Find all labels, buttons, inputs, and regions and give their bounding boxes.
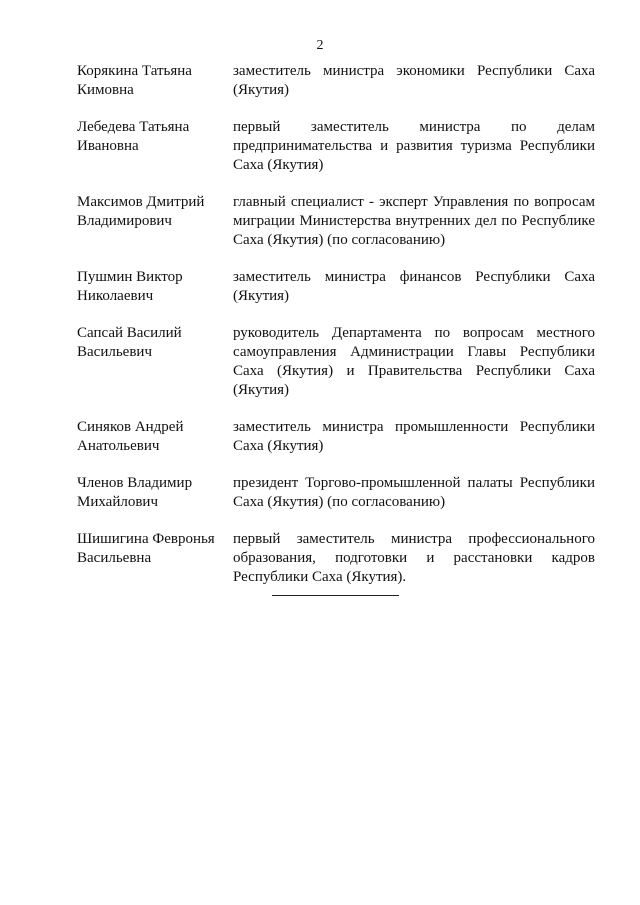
member-position: заместитель министра экономики Республики Саха (Якутия): [233, 63, 595, 98]
member-name: Корякина Татьяна Кимовна: [77, 63, 192, 98]
member-position: руководитель Департамента по вопросам местного самоуправления Администрации Главы Республики Саха (Якутия) и Правительства Республики Саха (Якутия): [233, 325, 595, 398]
member-name: Пушмин Виктор Николаевич: [77, 269, 183, 304]
end-divider-line: [272, 595, 399, 596]
member-position: президент Торгово-промышленной палаты Республики Саха (Якутия) (по согласованию): [233, 475, 595, 510]
member-row: [77, 268, 595, 306]
member-position: заместитель министра промышленности Республики Саха (Якутия): [233, 419, 595, 454]
member-row: [77, 474, 595, 512]
member-row: [77, 324, 595, 400]
member-row: [77, 62, 595, 100]
member-name: Синяков Андрей Анатольевич: [77, 419, 184, 454]
member-name: Шишигина Февронья Васильевна: [77, 531, 215, 566]
member-row: [77, 118, 595, 175]
member-name: Максимов Дмитрий Владимирович: [77, 194, 205, 229]
member-list: [77, 62, 595, 605]
member-position: главный специалист - эксперт Управления по вопросам миграции Министерства внутренних дел по Республике Саха (Якутия) (по согласованию): [233, 194, 595, 248]
member-row: [77, 418, 595, 456]
member-position: первый заместитель министра по делам предпринимательства и развития туризма Республики Саха (Якутия): [233, 119, 595, 173]
member-position: заместитель министра финансов Республики Саха (Якутия): [233, 269, 595, 304]
member-name: Членов Владимир Михайлович: [77, 475, 193, 510]
page-number: 2: [316, 38, 324, 53]
member-name: Лебедева Татьяна Ивановна: [77, 119, 190, 154]
member-name: Сапсай Василий Васильевич: [77, 325, 182, 360]
member-row: [77, 193, 595, 250]
member-row: [77, 530, 595, 587]
member-position: первый заместитель министра профессионального образования, подготовки и расстановки кадров Республики Саха (Якутия).: [233, 531, 595, 585]
